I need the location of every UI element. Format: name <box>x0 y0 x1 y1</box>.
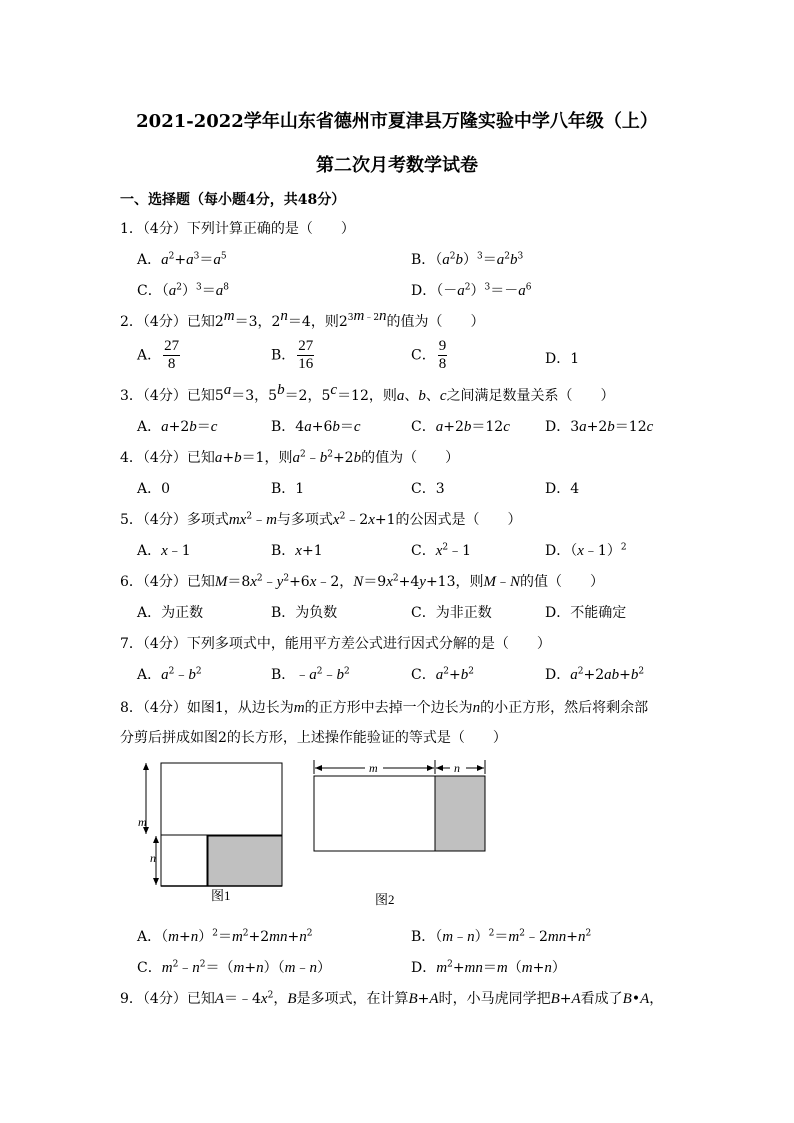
fig2-label-n: n <box>454 761 460 775</box>
q1-option-c[interactable]: C．$(a^2)^3=a^8$ <box>137 282 229 299</box>
fig2-label-m: m <box>369 761 378 775</box>
q4-option-d[interactable]: D．4 <box>545 481 580 497</box>
q6-option-b[interactable]: B．为负数 <box>271 605 338 621</box>
q7-option-d[interactable]: D．$a^2+2ab+b^2$ <box>545 666 645 683</box>
question-8-stem-line2: 分剪后拼成如图2的长方形，上述操作能验证的等式是（ ） <box>120 730 507 746</box>
fig1-arrow <box>153 878 159 885</box>
q7-option-a[interactable]: A．$a^2﹣b^2$ <box>137 666 202 683</box>
q3-option-c[interactable]: C．a+2b＝12c <box>411 419 510 435</box>
fig2-arrow <box>315 765 322 771</box>
q8-option-d[interactable]: D．$m^2+mn=m(m+n)$ <box>411 959 566 976</box>
q4-option-c[interactable]: C．3 <box>411 481 445 497</box>
q5-option-d[interactable]: D．（x﹣1）$^2$ <box>545 542 627 559</box>
fig1-shaded-region <box>208 836 282 886</box>
question-4-stem: 4．（4分）已知a+b＝1，则$a^2﹣b^2+2b$的值为（ ） <box>120 449 460 466</box>
q8-option-a[interactable]: A．$(m+n)^2=m^2+2mn+n^2$ <box>137 928 313 945</box>
fig2-caption: 图2 <box>375 892 395 907</box>
fig1-arrow <box>153 836 159 843</box>
exam-title-line2: 第二次月考数学试卷 <box>316 155 478 176</box>
figure-1 <box>130 755 295 905</box>
q2-option-c[interactable]: C． $\frac{9}{8}$ <box>411 338 447 372</box>
q1-option-a[interactable]: A．$a^2+a^3=a^5$ <box>137 251 227 268</box>
question-1-stem: 1．（4分）下列计算正确的是（ ） <box>120 221 355 237</box>
q6-option-a[interactable]: A．为正数 <box>137 605 204 621</box>
q6-option-d[interactable]: D．不能确定 <box>545 605 627 621</box>
fig1-caption: 图1 <box>211 888 231 903</box>
q5-option-a[interactable]: A．x﹣1 <box>137 543 191 559</box>
q7-option-c[interactable]: C．$a^2+b^2$ <box>411 666 474 683</box>
q7-option-b[interactable]: B．$﹣a^2﹣b^2$ <box>271 666 350 683</box>
fig2-arrow <box>477 765 484 771</box>
q4-option-a[interactable]: A．0 <box>137 481 171 497</box>
figure-2 <box>305 755 495 910</box>
question-3-stem: 3．（4分）已知$5^a=3$，$5^b=2$，$5^c=12$，则a、b、c之间满足数量关系（ ） <box>120 382 615 404</box>
q1-option-d[interactable]: D．$(-a^2)^3=-a^6$ <box>411 282 532 299</box>
fig1-label-n: n <box>150 851 156 865</box>
q2-option-a[interactable]: A． $\frac{27}{8}$ <box>137 338 180 372</box>
question-2-stem: 2．（4分）已知$2^m=3$，$2^n=4$，则$2^{3m﹣2n}$的值为（ ） <box>120 308 485 330</box>
q5-option-c[interactable]: C．$x^2﹣1$ <box>411 542 472 559</box>
fig2-arrow <box>427 765 434 771</box>
q6-option-c[interactable]: C．为非正数 <box>411 605 492 621</box>
q5-option-b[interactable]: B．x+1 <box>271 543 323 559</box>
question-6-stem: 6．（4分）已知$M=8x^2﹣y^2+6x﹣2$，$N=9x^2+4y+13$，则M﹣N的值（ ） <box>120 573 605 590</box>
q8-option-b[interactable]: B．$(m﹣n)^2=m^2﹣2mn+n^2$ <box>411 928 592 945</box>
q1-option-b[interactable]: B．$(a^2b)^3=a^2b^3$ <box>411 251 524 268</box>
fig1-arrow <box>143 763 149 770</box>
question-7-stem: 7．（4分）下列多项式中，能用平方差公式进行因式分解的是（ ） <box>120 636 551 652</box>
fig2-shaded-region <box>435 776 485 851</box>
q8-option-c[interactable]: C．$m^2﹣n^2=(m+n)(m﹣n)$ <box>137 959 331 976</box>
fig2-arrow <box>436 765 443 771</box>
exam-title-line1: 2021-2022学年山东省德州市夏津县万隆实验中学八年级（上） <box>136 111 658 132</box>
q3-option-a[interactable]: A．a+2b＝c <box>137 419 218 435</box>
q2-option-b[interactable]: B． $\frac{27}{16}$ <box>271 338 314 372</box>
q4-option-b[interactable]: B．1 <box>271 481 305 497</box>
q2-option-d[interactable]: D．1 <box>545 351 580 367</box>
q3-option-d[interactable]: D．3a+2b＝12c <box>545 419 654 435</box>
question-8-stem-line1: 8．（4分）如图1，从边长为m的正方形中去掉一个边长为n的小正方形，然后将剩余部 <box>120 700 649 716</box>
question-9-stem: 9．（4分）已知$A=﹣4x^2$，B是多项式，在计算B+A时，小马虎同学把B+A看成了B•A， <box>120 990 664 1007</box>
q3-option-b[interactable]: B．4a+6b＝c <box>271 419 361 435</box>
fig1-label-m: m <box>138 815 147 829</box>
section-heading: 一、选择题（每小题4分，共48分） <box>120 192 346 208</box>
question-5-stem: 5．（4分）多项式$mx^2﹣m$与多项式$x^2﹣2x+1$的公因式是（ ） <box>120 511 522 528</box>
